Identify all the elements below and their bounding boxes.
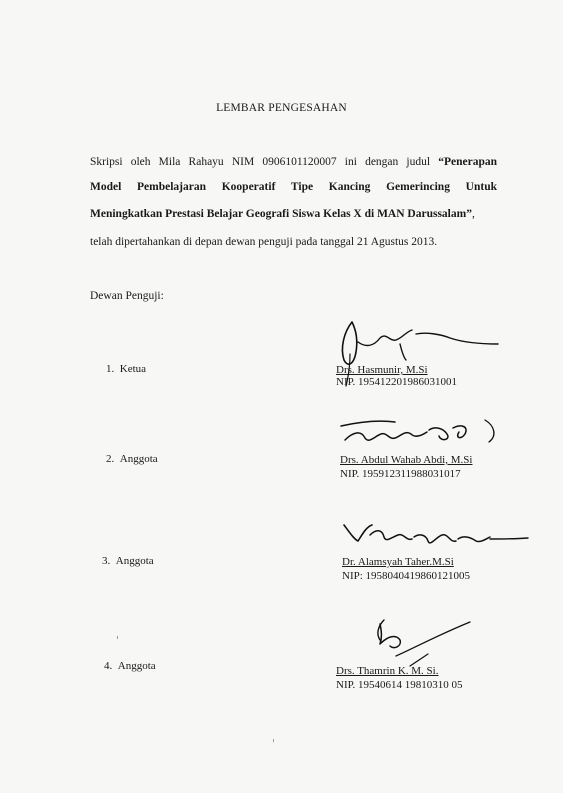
examiner-2-name: Drs. Abdul Wahab Abdi, M.Si <box>340 454 473 466</box>
examiner-3-nip: NIP: 1958040419860121005 <box>342 570 471 582</box>
paragraph-line-1 <box>90 155 497 169</box>
examiner-4-role-label: Anggota <box>117 660 156 672</box>
examiner-1-nip: NIP. 195412201986031001 <box>336 376 458 388</box>
paragraph-line-3 <box>90 207 497 221</box>
dewan-penguji-label: Dewan Penguji: <box>90 290 164 302</box>
paragraph-line-1-text: Skripsi oleh Mila Rahayu NIM 0906101120007 ini dengan judul <box>90 156 439 168</box>
paragraph-line-1-bold: “Penerapan <box>438 156 497 168</box>
examiner-3-role <box>102 555 154 567</box>
page-title: LEMBAR PENGESAHAN <box>216 102 347 114</box>
examiner-1-role <box>106 363 146 375</box>
scan-speck <box>273 739 274 742</box>
examiner-2-number: 2. <box>106 453 115 465</box>
examiner-3-number: 3. <box>102 555 111 567</box>
examiner-2-role-label: Anggota <box>119 453 158 465</box>
scan-speck <box>117 636 118 639</box>
examiner-3-signature <box>340 515 530 555</box>
examiner-4-role <box>104 660 156 672</box>
examiner-1-signature <box>330 314 510 394</box>
examiner-1-number: 1. <box>106 363 115 375</box>
examiner-1-role-label: Ketua <box>119 363 147 375</box>
examiner-4-name: Drs. Thamrin K. M. Si. <box>336 665 439 677</box>
examiner-1-name: Drs. Hasmunir, M.Si <box>336 364 428 376</box>
examiner-3-role-label: Anggota <box>115 555 154 567</box>
examiner-3-name: Dr. Alamsyah Taher.M.Si <box>342 556 454 568</box>
examiner-4-number: 4. <box>104 660 113 672</box>
paragraph-line-3-text: , <box>471 208 475 220</box>
examiner-2-nip: NIP. 195912311988031017 <box>340 468 461 480</box>
examiner-4-signature <box>370 616 480 676</box>
examiner-2-role <box>106 453 158 465</box>
paragraph-line-4: telah dipertahankan di depan dewan penguji pada tanggal 21 Agustus 2013. <box>90 236 438 248</box>
paragraph-line-3-bold: Meningkatkan Prestasi Belajar Geografi Siswa Kelas X di MAN Darussalam” <box>90 208 472 220</box>
examiner-2-signature <box>335 408 505 456</box>
paragraph-line-2: Model Pembelajaran Kooperatif Tipe Kancing Gemerincing Untuk <box>90 181 497 193</box>
examiner-4-nip: NIP. 19540614 19810310 05 <box>336 679 463 691</box>
